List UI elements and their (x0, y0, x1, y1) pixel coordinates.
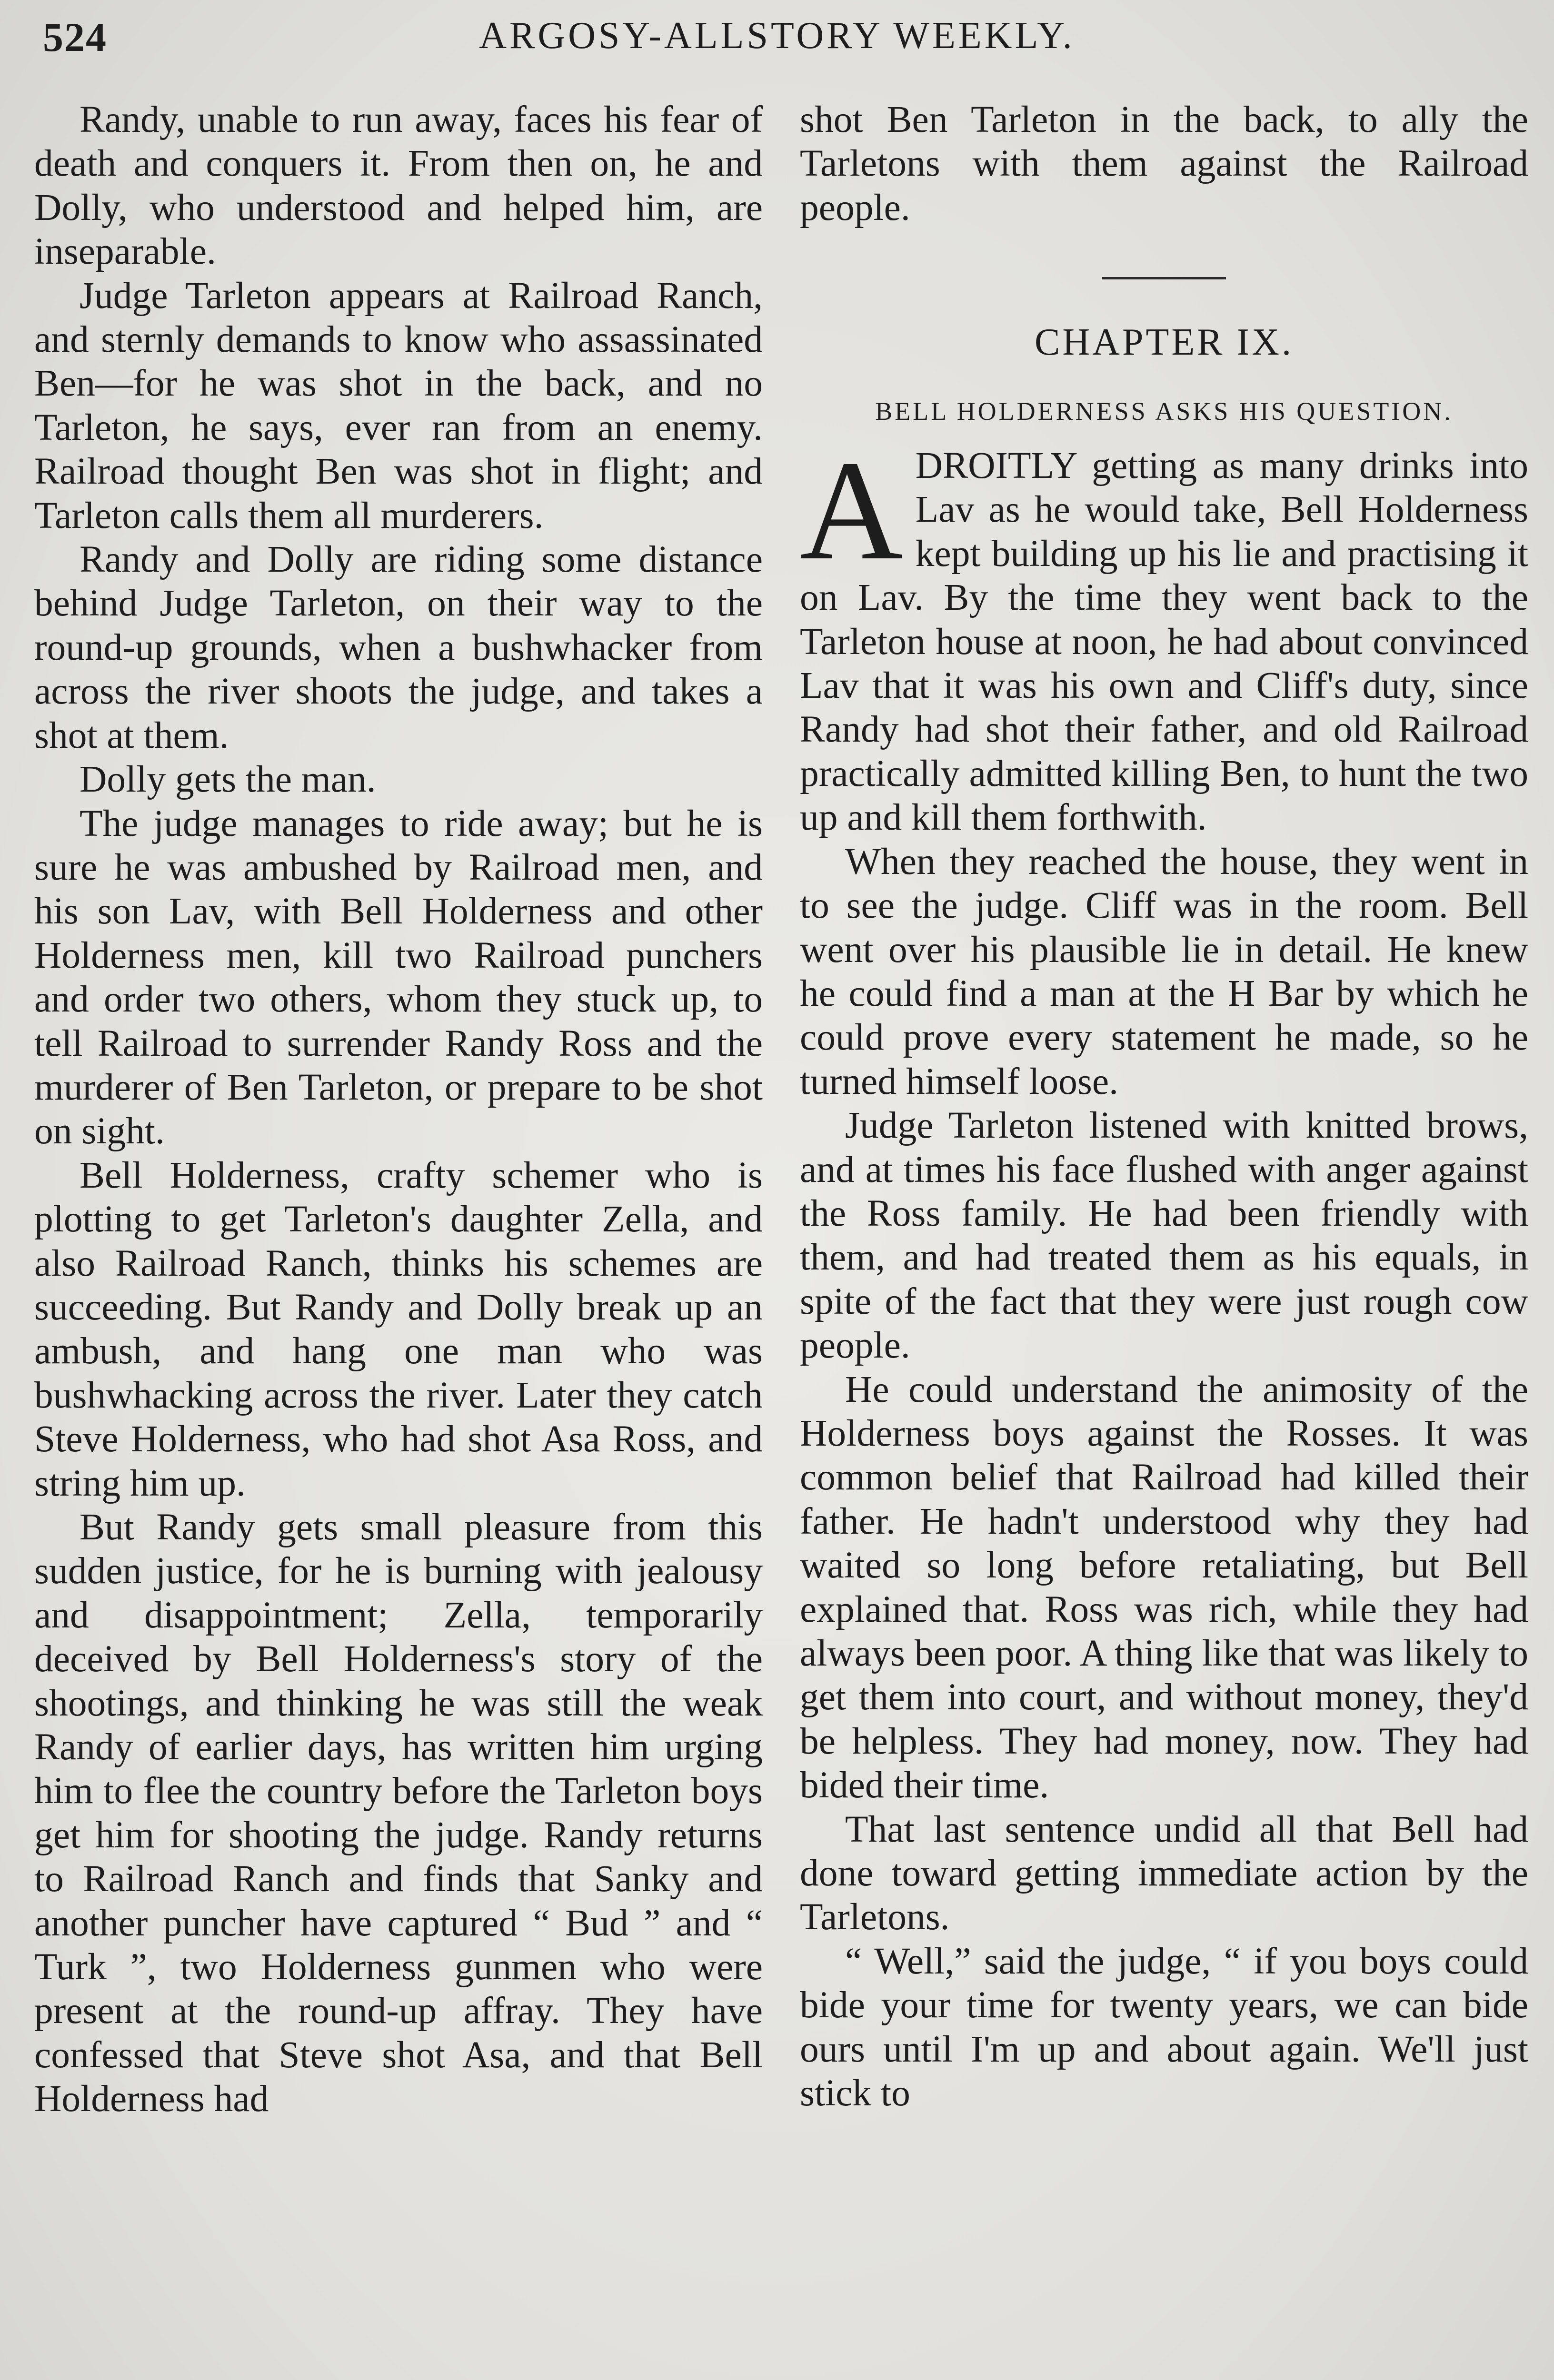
left-column (34, 98, 763, 2380)
paragraph: Judge Tarleton appears at Railroad Ranch, and sternly demands to know who assassinated Ben—for he was shot in the back, and no Tarleton, he says, ever ran from an enemy. Railroad thought Ben was shot in flight; and Tarleton calls them all murderers. (34, 274, 763, 536)
paragraph: “ Well,” said the judge, “ if you boys could bide your time for twenty years, we can bide ours until I'm up and about again. We'll just stick to (800, 1940, 1528, 2114)
paragraph: Judge Tarleton listened with knitted brows, and at times his face flushed with anger against the Ross family. He had been friendly with them, and had treated them as his equals, in spite of the fact that they were just rough cow people. (800, 1104, 1528, 1367)
chapter-title: CHAPTER IX. (1035, 321, 1294, 364)
running-head: ARGOSY-ALLSTORY WEEKLY. (479, 15, 1075, 57)
paragraph: Dolly gets the man. (80, 758, 376, 801)
opening-text: DROITLY getting as many drinks into Lav as he would take, Bell Holderness kept building up his lie and practising it on Lav. By the time they went back to the Tarleton house at noon, he had about convinced Lav that it was his own and Cliff's duty, since Randy had shot their father, and old Railroad practically admitted killing Ben, to hunt the two up and kill them forthwith. (800, 445, 1528, 839)
right-column (800, 98, 1528, 2380)
opening-paragraph (800, 431, 1528, 840)
paragraph: Randy, unable to run away, faces his fear of death and conquers it. From then on, he and Dolly, who understood and helped him, are inseparable. (34, 99, 763, 273)
paragraph: Randy and Dolly are riding some distance behind Judge Tarleton, on their way to the round-up grounds, when a bushwhacker from across the river shoots the judge, and takes a shot at them. (34, 538, 763, 756)
paragraph: Bell Holderness, crafty schemer who is plotting to get Tarleton's daughter Zella, and also Railroad Ranch, thinks his schemes are succeeding. But Randy and Dolly break up an ambush, and hang one man who was bushwhacking across the river. Later they catch Steve Holderness, who had shot Asa Ross, and string him up. (34, 1154, 763, 1504)
paragraph: The judge manages to ride away; but he is sure he was ambushed by Railroad men, and his son Lav, with Bell Holderness and other Holderness men, kill two Railroad punchers and order two others, whom they stuck up, to tell Railroad to surrender Randy Ross and the murderer of Ben Tarleton, or prepare to be shot on sight. (34, 802, 763, 1152)
section-divider (1102, 277, 1226, 279)
paragraph: But Randy gets small pleasure from this sudden justice, for he is burning with jealousy and disappointment; Zella, temporarily deceived by Bell Holderness's story of the shootings, and thinking he was still the weak Randy of earlier days, has written him urging him to flee the country before the Tarleton boys get him for shooting the judge. Randy returns to Railroad Ranch and finds that Sanky and another puncher have captured “ Bud ” and “ Turk ”, two Holderness gunmen who were present at the round-up affray. They have confessed that Steve shot Asa, and that Bell Holderness had (34, 1506, 763, 2120)
page-number: 524 (43, 14, 107, 60)
continuation-paragraph: shot Ben Tarleton in the back, to ally the Tarletons with them against the Railroad people. (800, 99, 1528, 228)
drop-cap: A (800, 431, 903, 590)
paragraph: That last sentence undid all that Bell had done toward getting immediate action by the Tarletons. (800, 1808, 1528, 1938)
chapter-subtitle: BELL HOLDERNESS ASKS HIS QUESTION. (875, 397, 1453, 426)
paragraph: He could understand the animosity of the Holderness boys against the Rosses. It was common belief that Railroad had killed their father. He hadn't understood why they had waited so long before retaliating, but Bell explained that. Ross was rich, while they had always been poor. A thing like that was likely to get them into court, and without money, they'd be helpless. They had money, now. They had bided their time. (800, 1368, 1528, 1806)
paragraph: When they reached the house, they went in to see the judge. Cliff was in the room. Bell went over his plausible lie in detail. He knew he could find a man at the H Bar by which he could prove every statement he made, so he turned himself loose. (800, 840, 1528, 1102)
